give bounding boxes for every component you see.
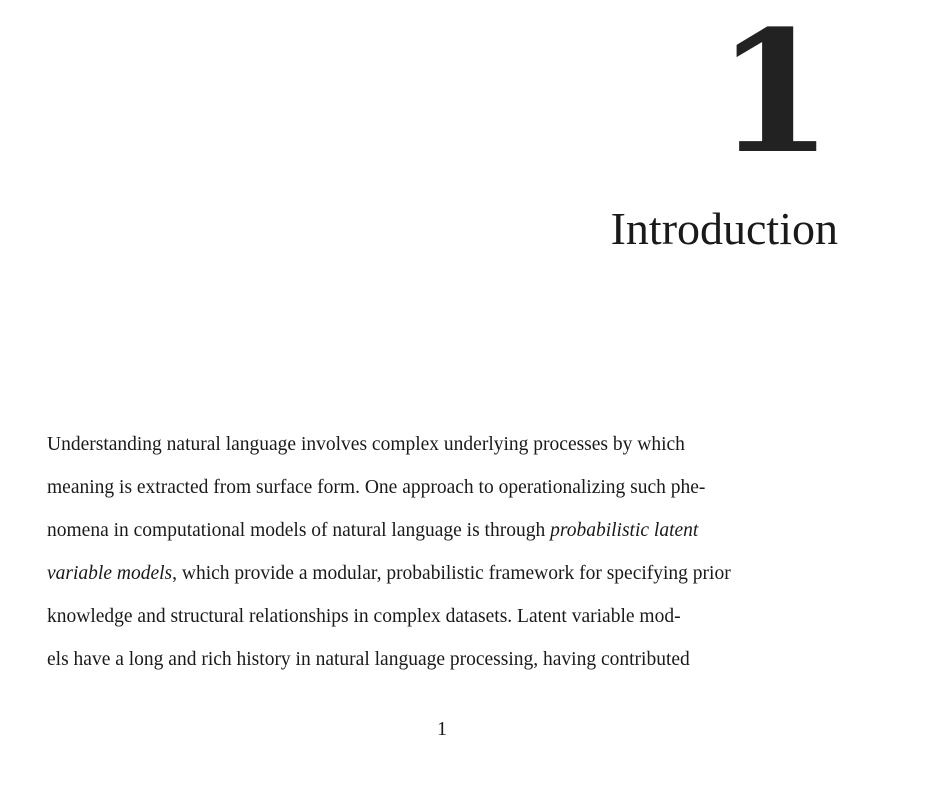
emphasis-term: variable models <box>47 563 173 584</box>
body-line-4-text: , which provide a modular, probabilistic framework for specifying prior <box>172 563 731 584</box>
body-line-3-text: nomena in computational models of natural language is through <box>47 520 551 541</box>
chapter-number: 1 <box>716 0 833 191</box>
chapter-title: Introduction <box>610 203 838 254</box>
body-line-1: Understanding natural language involves complex underlying processes by which <box>47 434 685 455</box>
emphasis-term: probabilistic latent <box>550 520 699 541</box>
body-line-6: els have a long and rich history in natural language processing, having contributed <box>47 649 690 670</box>
body-paragraph <box>47 428 847 686</box>
body-line-3 <box>47 514 847 557</box>
body-line-4 <box>47 557 847 600</box>
body-line-5: knowledge and structural relationships in complex datasets. Latent variable mod- <box>47 606 681 627</box>
page-number: 1 <box>437 718 447 740</box>
body-line-2: meaning is extracted from surface form. One approach to operationalizing such phe- <box>47 477 706 498</box>
